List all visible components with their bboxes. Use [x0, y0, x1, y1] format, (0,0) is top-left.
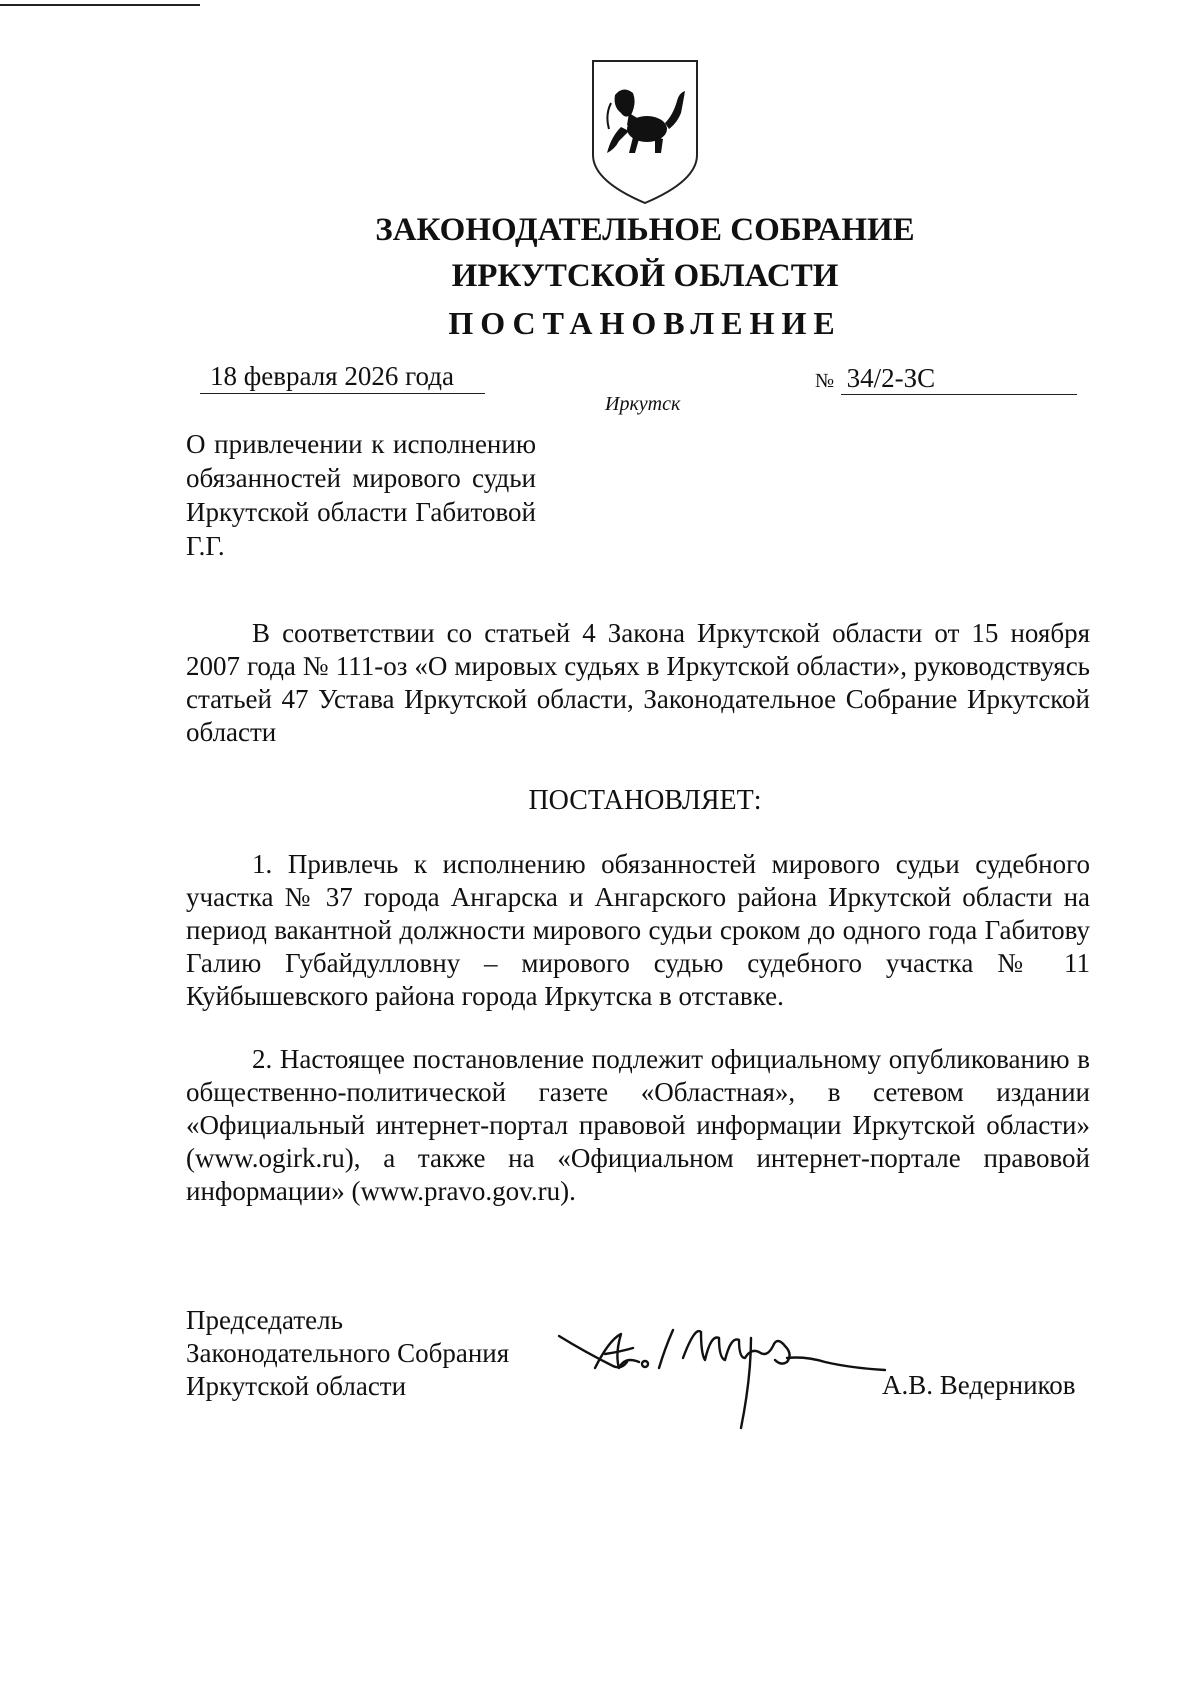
operative-heading: ПОСТАНОВЛЯЕТ: — [528, 785, 762, 816]
document-subject: О привлечении к исполнению обязанностей мирового судьи Иркутской области Габитовой Г.Г. — [186, 429, 536, 561]
operative-item-1: 1. Привлечь к исполнению обязанностей мирового судьи судебного участка № 37 города Ангарска и Ангарского района Иркутской области на период вакантной должности мирового судьи сроком до одного года Габитову Галию Губайдулловну – мирового судью судебного участка № 11 Куйбышевского района города Иркутска в отставке. — [186, 849, 1090, 1011]
issuing-body-line-1: ЗАКОНОДАТЕЛЬНОЕ СОБРАНИЕ — [375, 212, 915, 248]
signer-position — [186, 1304, 509, 1403]
signer-name: А.В. Ведерников — [882, 1370, 1076, 1400]
signer-position-line-3: Иркутской области — [186, 1371, 407, 1401]
number-sign: № — [815, 370, 835, 392]
document-number: 34/2-ЗС — [841, 362, 1077, 395]
coat-of-arms-emblem — [585, 57, 705, 205]
top-margin-rule — [0, 4, 200, 6]
operative-item-2: 2. Настоящее постановление подлежит официальному опубликованию в общественно-политической газете «Областная», в сетевом издании «Официальный интернет-портал правовой информации Иркутской области» (www.ogirk.ru), а также на «Официальном интернет-портале правовой информации» (www.pravo.gov.ru). — [186, 1044, 1090, 1206]
document-date: 18 февраля 2026 года — [200, 359, 485, 394]
place-of-issue: Иркутск — [605, 393, 681, 415]
signer-position-line-2: Законодательного Собрания — [186, 1338, 510, 1368]
document-number-block — [815, 362, 1077, 397]
issuing-body-line-2: ИРКУТСКОЙ ОБЛАСТИ — [451, 258, 839, 294]
document-type: ПОСТАНОВЛЕНИЕ — [448, 305, 842, 341]
signer-position-line-1: Председатель — [186, 1305, 343, 1335]
preamble-paragraph: В соответствии со статьей 4 Закона Иркутской области от 15 ноября 2007 года № 111-оз «О мировых судьях в Иркутской области», руководствуясь статьей 47 Устава Иркутской области, Законодательное Собрание Иркутской области — [186, 618, 1090, 747]
handwritten-signature — [555, 1318, 890, 1438]
